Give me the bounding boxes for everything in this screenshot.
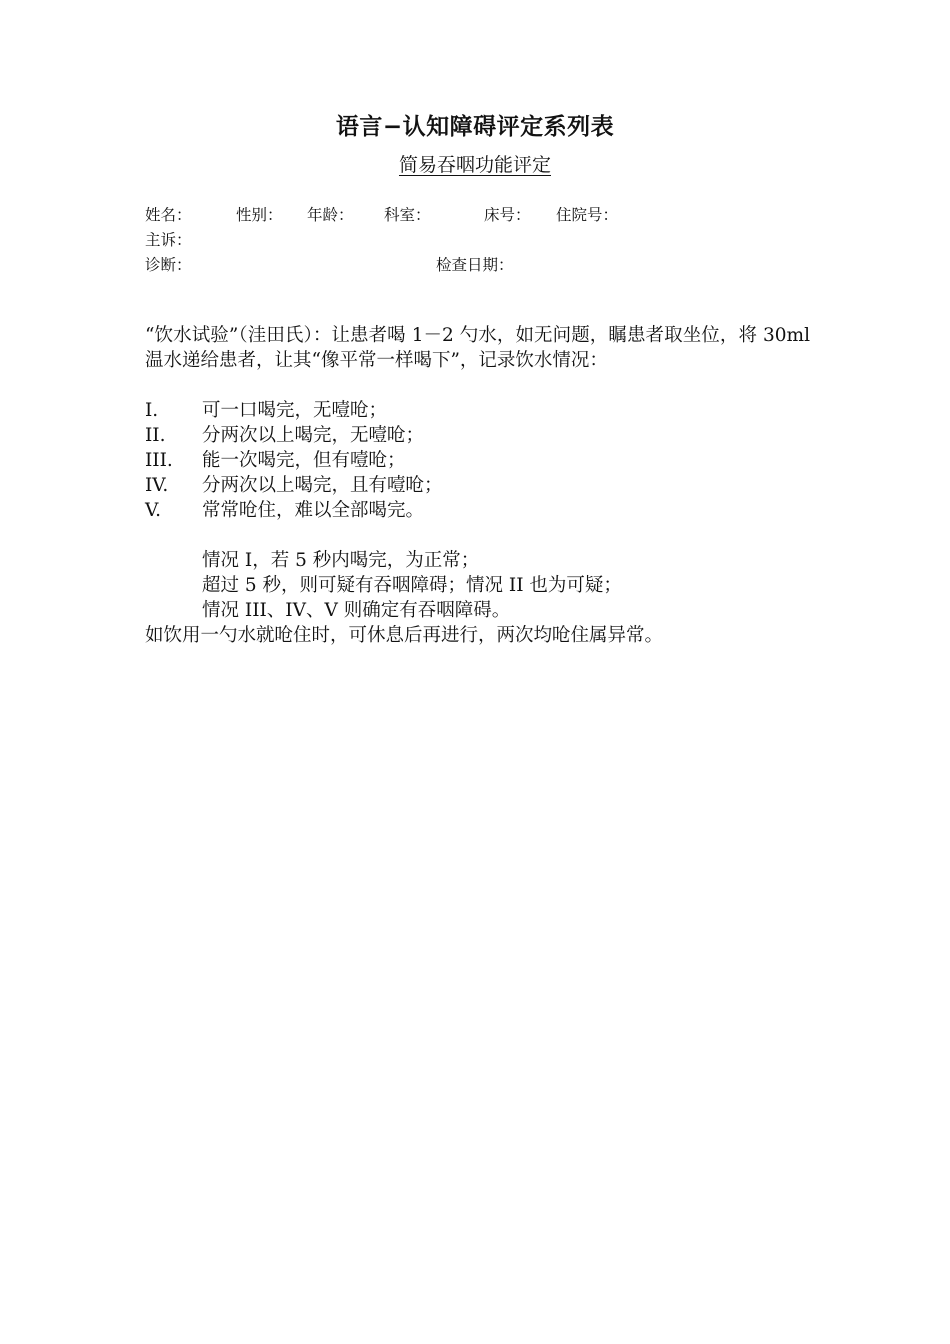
note-line: 情况 III、IV、V 则确定有吞咽障碍。 <box>202 600 511 621</box>
gender-label: 性别： <box>236 206 283 224</box>
diagnosis-label: 诊断： <box>145 256 192 274</box>
name-label: 姓名： <box>145 206 192 224</box>
complaint-label: 主诉： <box>145 231 192 249</box>
subtitle-text: 简易吞咽功能评定 <box>398 154 551 176</box>
item-number: IV. <box>145 475 169 496</box>
document-title: 语言−认知障碍评定系列表 <box>335 114 615 140</box>
item-text: 分两次以上喝完，无噎呛； <box>202 425 425 446</box>
exam-date-label: 检查日期： <box>436 256 514 274</box>
item-text: 能一次喝完，但有噎呛； <box>202 450 406 471</box>
item-number: I. <box>145 400 159 421</box>
item-number: II. <box>145 425 166 446</box>
test-intro: “饮水试验”（洼田氏）：让患者喝 1－2 勺水，如无问题，瞩患者取坐位，将 30ml 温水递给患者，让其“像平常一样喝下”，记录饮水情况： <box>145 325 810 371</box>
item-text: 分两次以上喝完，且有噎呛； <box>202 475 443 496</box>
note-line: 超过 5 秒，则可疑有吞咽障碍；情况 II 也为可疑； <box>202 575 622 596</box>
document-subtitle <box>0 150 950 177</box>
age-label: 年龄： <box>307 206 354 224</box>
item-text: 可一口喝完，无噎呛； <box>202 400 388 421</box>
department-label: 科室： <box>384 206 431 224</box>
interpretation-notes <box>202 548 622 623</box>
item-number: III. <box>145 450 173 471</box>
item-text: 常常呛住，难以全部喝完。 <box>202 500 425 521</box>
admission-no-label: 住院号： <box>556 206 619 224</box>
final-note: 如饮用一勺水就呛住时，可休息后再进行，两次均呛住属异常。 <box>145 625 664 646</box>
bed-label: 床号： <box>484 206 531 224</box>
item-number: V. <box>145 500 162 521</box>
note-line: 情况 I，若 5 秒内喝完，为正常； <box>202 550 480 571</box>
